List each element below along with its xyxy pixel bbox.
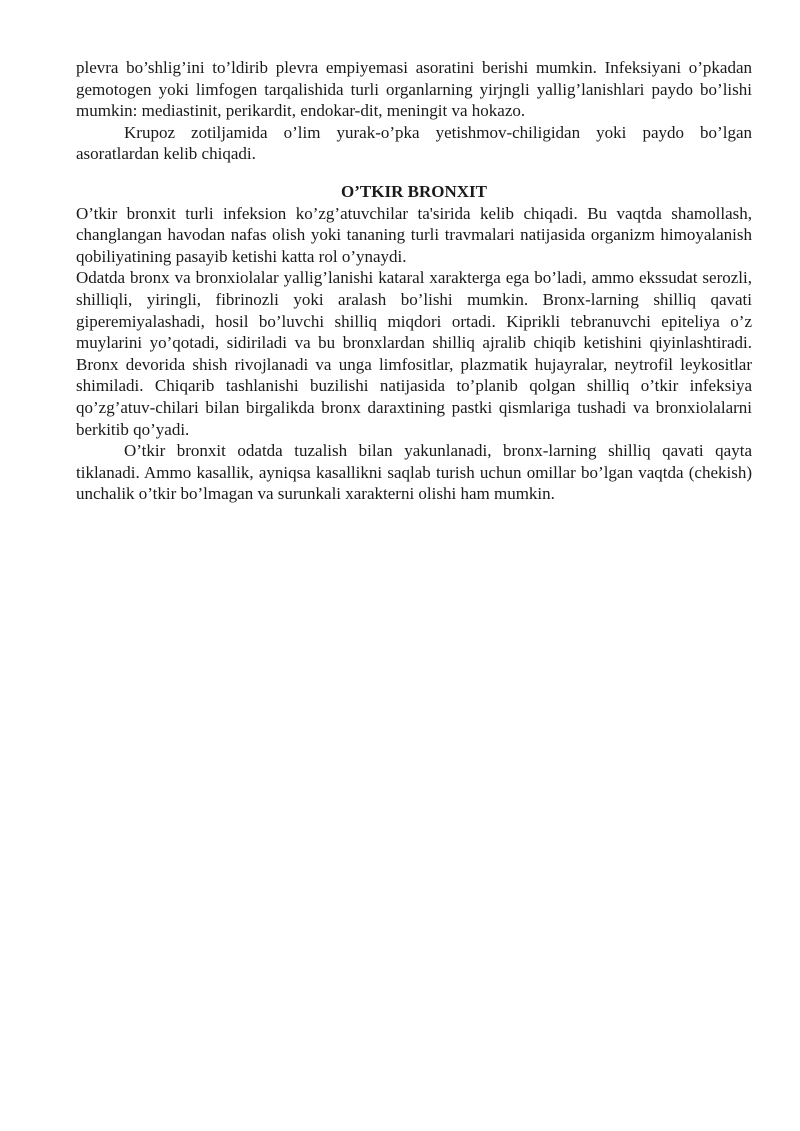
paragraph-bronchitis-outcome: O’tkir bronxit odatda tuzalish bilan yakunlanadi, bronx-larning shilliq qavati qayta tiklanadi. Ammo kasallik, ayniqsa kasallikni saqlab turish uchun omillar bo’lgan vaqtda (chekish) unchalik o’tkir bo’lmagan va surunkali xarakterni olishi ham mumkin. [76, 441, 752, 504]
paragraph-pleural-empyema: plevra bo’shlig’ini to’ldirib plevra empiyemasi asoratini berishi mumkin. Infeksiyani o’pkadan gemotogen yoki limfogen tarqalishida turli organlarning yirjngli yallig’lanishlari paydo bo’lishi mumkin: mediastinit, perikardit, endokar-dit, meningit va hokazo. [76, 58, 752, 121]
paragraph-croupous-pneumonia-death: Krupoz zotiljamida o’lim yurak-o’pka yetishmov-chiligidan yoki paydo bo’lgan asoratlardan kelib chiqadi. [76, 122, 752, 164]
paragraph-bronchitis-pathology: Odatda bronx va bronxiolalar yallig’lanishi kataral xarakterga ega bo’ladi, ammo ekssudat serozli, shilliqli, yiringli, fibrinozli yoki aralash bo’lishi mumkin. Bronx-larning shilliq qavati giperemiyalashadi, hosil bo’luvchi shilliq miqdori ortadi. Kiprikli tebranuvchi epiteliya o’z muylarini yo’qotadi, sidiriladi va bu bronxlardan shilliq ajralib chiqib ketishini qiyinlashtiradi. Bronx devorida shish rivojlanadi va unga limfositlar, plazmatik hujayralar, neytrofil leykositlar shimiladi. Chiqarib tashlanishi buzilishi natijasida to’planib qolgan shilliq o’tkir infeksiya qo’zg’atuv-chilari bilan birgalikda bronx daraxtining pastki qismlariga tushadi va bronxiolalarni berkitib qo’yadi. [76, 268, 752, 439]
paragraph-bronchitis-causes: O’tkir bronxit turli infeksion ko’zg’atuvchilar ta'sirida kelib chiqadi. Bu vaqtda shamollash, changlangan havodan nafas olish yoki tananing turli travmalari natijasida organizm himoyalanish qobiliyatining pasayib ketishi katta rol o’ynaydi. [76, 203, 752, 266]
document-page [76, 57, 752, 505]
section-heading-acute-bronchitis: O’TKIR BRONXIT [341, 181, 487, 201]
